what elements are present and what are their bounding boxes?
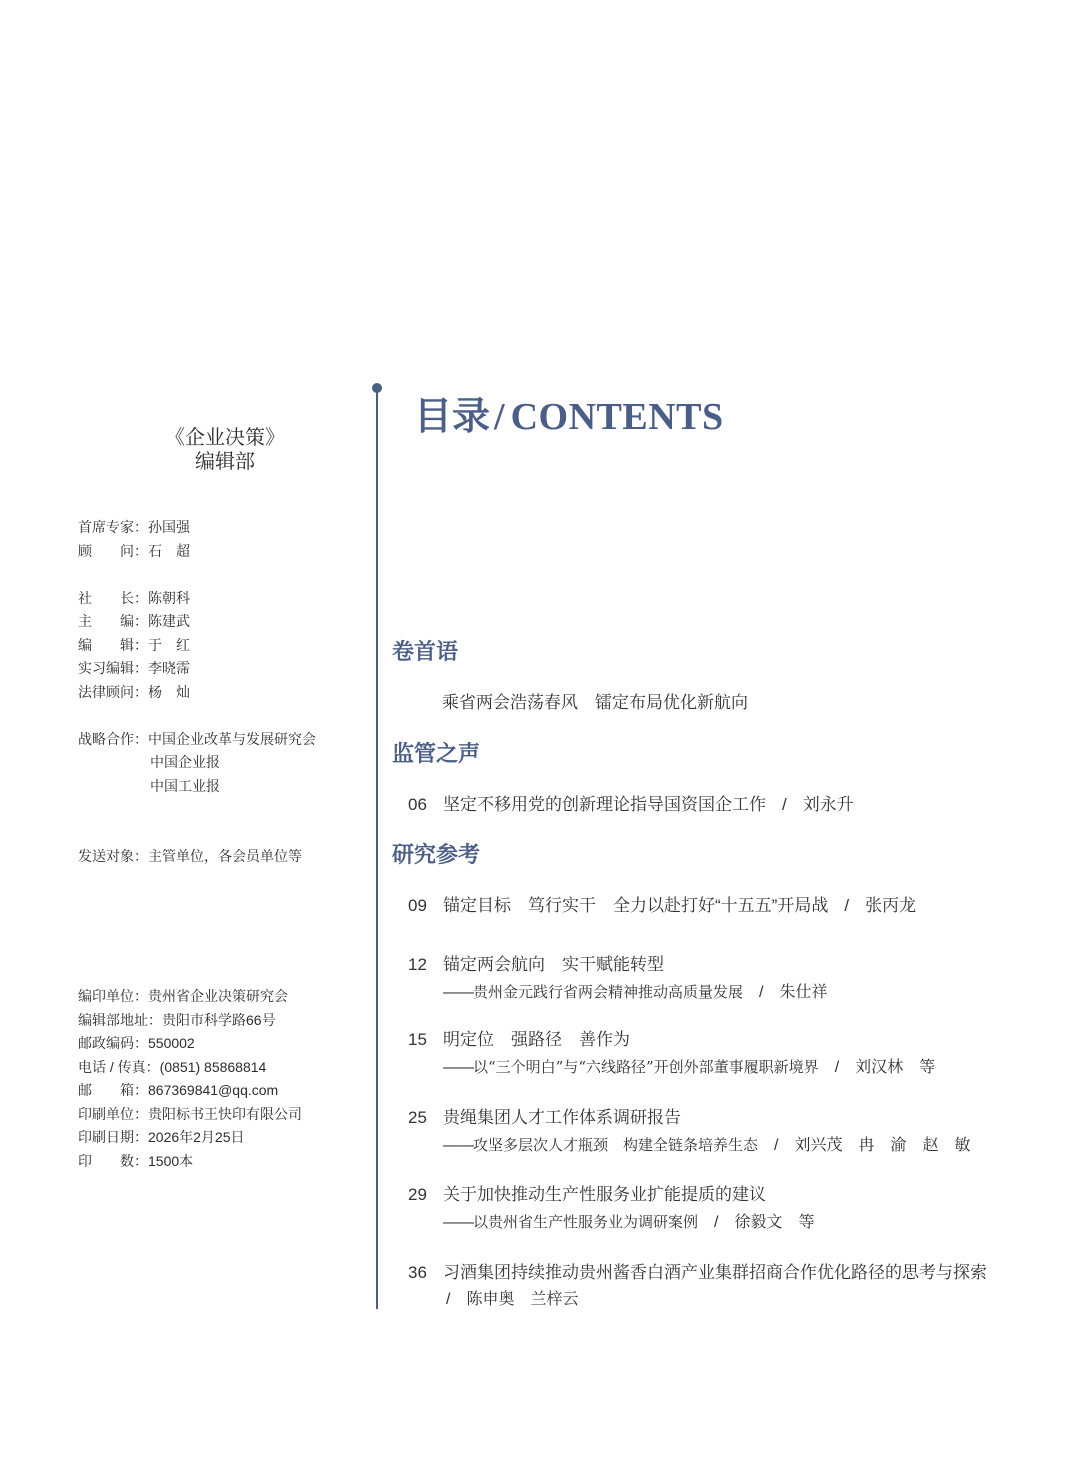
author-separator: /	[844, 896, 850, 915]
partners-row	[78, 730, 316, 748]
contents-heading	[414, 392, 724, 449]
publication-row	[78, 1152, 193, 1170]
entry-title: 坚定不移用党的创新理论指导国资国企工作	[443, 795, 766, 814]
entry-subtitle-row	[443, 1055, 935, 1080]
entry-page-number: 09	[408, 896, 427, 915]
contents-title-en: CONTENTS	[510, 396, 724, 438]
department-name: 编辑部	[195, 451, 255, 473]
entry-title: 习酒集团持续推动贵州酱香白酒产业集群招商合作优化路径的思考与探索	[443, 1263, 987, 1282]
entry-author-row	[446, 1288, 578, 1312]
staff-value: 孙国强	[148, 519, 190, 535]
entry-author: 刘兴茂 冉 渝 赵 敏	[794, 1137, 971, 1154]
entry-page-number: 25	[408, 1108, 427, 1127]
toc-entry[interactable]	[408, 793, 854, 817]
staff-row	[78, 683, 190, 701]
publication-row	[78, 1128, 245, 1146]
entry-title: 锚定两会航向 实干赋能转型	[443, 955, 664, 974]
entry-author: 刘永升	[802, 795, 854, 814]
staff-value: 于 红	[148, 637, 190, 653]
recipients-label: 发送对象：	[78, 848, 148, 864]
entry-author: 张丙龙	[865, 896, 917, 915]
partner-name: 中国企业改革与发展研究会	[148, 731, 316, 747]
publication-value: 867369841@qq.com	[148, 1082, 279, 1098]
vertical-divider	[376, 388, 378, 1309]
staff-value: 李晓霈	[148, 660, 190, 676]
author-separator: /	[834, 1059, 840, 1076]
publication-label: 电话 / 传真：	[78, 1059, 160, 1075]
toc-entry[interactable]	[442, 691, 748, 715]
staff-row	[78, 659, 190, 677]
section-heading: 监管之声	[392, 741, 481, 766]
subtitle-dash: ——	[443, 984, 473, 1001]
author-separator: /	[446, 1291, 451, 1308]
author-separator: /	[714, 1214, 719, 1231]
toc-entry[interactable]	[408, 894, 916, 918]
staff-row	[78, 612, 190, 630]
publication-label: 印 数：	[78, 1153, 148, 1169]
publication-row	[78, 1011, 276, 1029]
contents-title-cn: 目录	[414, 394, 491, 438]
entry-title: 明定位 强路径 善作为	[443, 1030, 630, 1049]
entry-author: 刘汉林 等	[855, 1059, 936, 1076]
publication-label: 邮政编码：	[78, 1035, 148, 1051]
publication-label: 印刷单位：	[78, 1106, 148, 1122]
publication-row	[78, 987, 288, 1005]
entry-page-number: 15	[408, 1030, 427, 1049]
publication-value: 2026年2月25日	[148, 1129, 245, 1145]
staff-value: 杨 灿	[148, 684, 190, 700]
publication-row	[78, 1081, 278, 1099]
entry-author: 陈申奥 兰梓云	[466, 1291, 579, 1308]
entry-page-number: 06	[408, 795, 427, 814]
divider-dot	[372, 383, 382, 393]
partner-name: 中国企业报	[150, 754, 220, 770]
toc-entry[interactable]	[408, 1183, 766, 1207]
publication-row	[78, 1058, 266, 1076]
publication-value: 1500本	[148, 1153, 194, 1169]
partner-name: 中国工业报	[150, 778, 220, 794]
magazine-name: 《企业决策》	[165, 427, 285, 449]
entry-page-number: 29	[408, 1185, 427, 1204]
staff-label: 编 辑：	[78, 637, 148, 653]
toc-entry[interactable]	[408, 953, 664, 977]
staff-label: 主 编：	[78, 613, 148, 629]
publication-value: 贵州省企业决策研究会	[148, 988, 288, 1004]
entry-subtitle: 以贵州省生产性服务业为调研案例	[473, 1213, 699, 1231]
publication-row	[78, 1105, 302, 1123]
subtitle-dash: ——	[443, 1059, 473, 1076]
author-separator: /	[759, 984, 764, 1001]
entry-subtitle: 以“三个明白”与“六线路径”开创外部董事履职新境界	[473, 1058, 819, 1076]
recipients-row	[78, 847, 302, 865]
publication-label: 印刷日期：	[78, 1129, 148, 1145]
toc-entry[interactable]	[408, 1261, 987, 1285]
entry-subtitle-row	[443, 980, 827, 1005]
masthead-panel	[0, 0, 380, 1458]
publication-label: 编印单位：	[78, 988, 148, 1004]
staff-value: 陈朝科	[148, 590, 190, 606]
toc-entry[interactable]	[408, 1028, 630, 1052]
publication-value: 贵阳标书王快印有限公司	[148, 1106, 302, 1122]
entry-author: 朱仕祥	[779, 984, 828, 1001]
publication-label: 邮 箱：	[78, 1082, 148, 1098]
section-heading: 研究参考	[392, 842, 481, 867]
staff-label: 社 长：	[78, 590, 148, 606]
publication-label: 编辑部地址：	[78, 1012, 162, 1028]
author-separator: /	[774, 1137, 779, 1154]
subtitle-dash: ——	[443, 1137, 473, 1154]
entry-subtitle: 攻坚多层次人才瓶颈 构建全链条培养生态	[473, 1136, 759, 1154]
publication-value: 贵阳市科学路66号	[162, 1012, 276, 1028]
contents-title-separator: /	[494, 396, 505, 438]
entry-subtitle-row	[443, 1133, 970, 1158]
entry-page-number: 12	[408, 955, 427, 974]
staff-row	[78, 636, 190, 654]
publication-value: (0851) 85868814	[159, 1059, 267, 1075]
entry-page-number: 36	[408, 1263, 427, 1282]
staff-row	[78, 542, 190, 560]
staff-row	[78, 518, 190, 536]
entry-title: 锚定目标 笃行实干 全力以赴打好“十五五”开局战	[443, 896, 829, 915]
entry-subtitle-row	[443, 1210, 814, 1235]
staff-row	[78, 589, 190, 607]
staff-label: 顾 问：	[78, 543, 148, 559]
staff-label: 首席专家：	[78, 519, 148, 535]
entry-title: 关于加快推动生产性服务业扩能提质的建议	[443, 1185, 766, 1204]
publication-value: 550002	[148, 1035, 195, 1051]
staff-value: 石 超	[148, 543, 190, 559]
entry-author: 徐毅文 等	[734, 1214, 815, 1231]
entry-title: 贵绳集团人才工作体系调研报告	[443, 1108, 681, 1127]
entry-title: 乘省两会浩荡春风 镭定布局优化新航向	[442, 693, 748, 712]
section-heading: 卷首语	[392, 639, 459, 664]
author-separator: /	[782, 795, 787, 814]
publication-row	[78, 1034, 195, 1052]
subtitle-dash: ——	[443, 1214, 473, 1231]
entry-subtitle: 贵州金元践行省两会精神推动高质量发展	[473, 983, 744, 1001]
staff-label: 实习编辑：	[78, 660, 148, 676]
partners-label: 战略合作：	[78, 731, 148, 747]
staff-label: 法律顾问：	[78, 684, 148, 700]
recipients-value: 主管单位，各会员单位等	[148, 848, 302, 864]
staff-value: 陈建武	[148, 613, 190, 629]
toc-entry[interactable]	[408, 1106, 681, 1130]
